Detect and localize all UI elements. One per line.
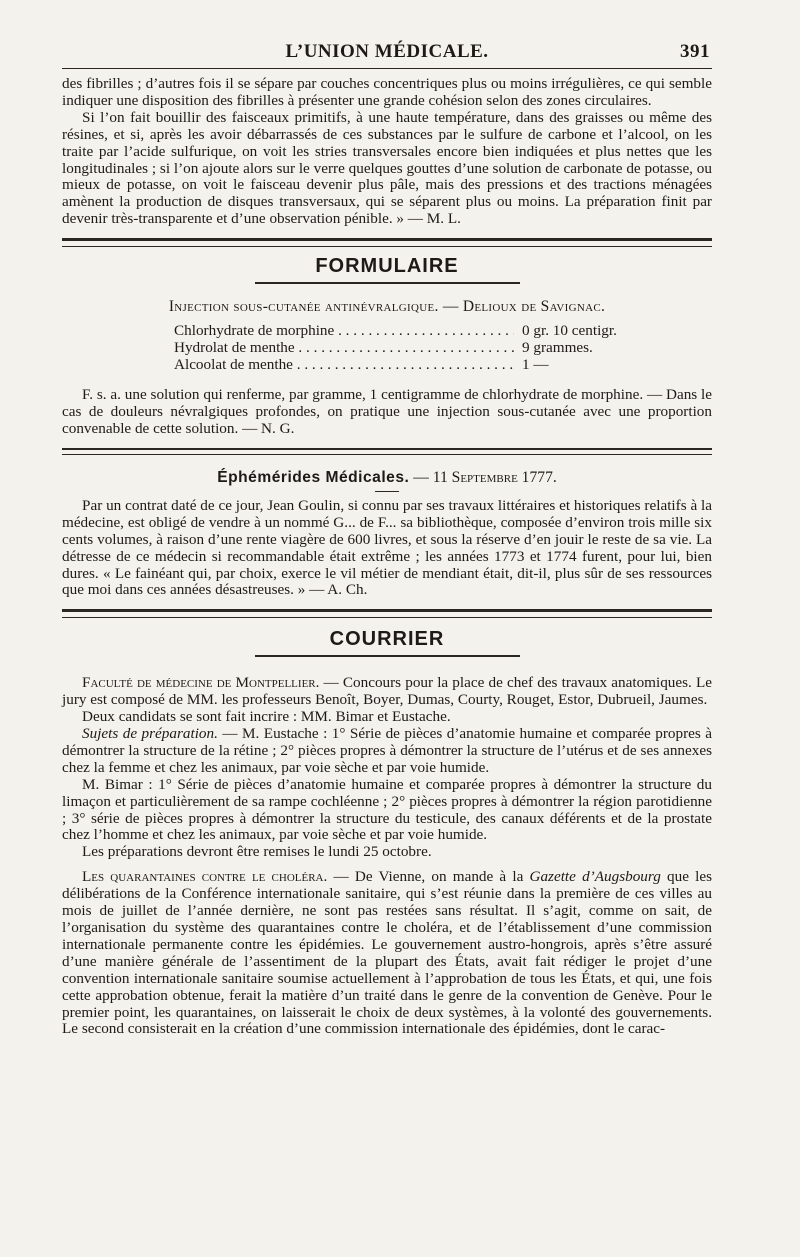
heading-underline [255, 282, 520, 284]
journal-title: L’UNION MÉDICALE. [285, 41, 489, 62]
courrier-lead: Faculté de médecine de Montpellier. [82, 674, 320, 692]
formulaire-heading: FORMULAIRE [315, 255, 459, 278]
courrier-paragraph-4: M. Bimar : 1° Série de pièces d’anatomie humaine et comparée propres à démontrer la structure du limaçon et particulièrement de sa rampe cochléenne ; 2° pièces propres à démontrer la région parotidienne ; 3° série de pièces propres à démontrer la structure du testicule, des canaux déférents et de la prostate chez l’homme et chez les animaux, par voie sèche et par voie humide. [62, 775, 712, 844]
courrier-paragraph-3 [62, 726, 712, 777]
recipe-author: Delioux de Savignac. [462, 298, 606, 316]
courrier-paragraph-2: Deux candidats se sont fait incrire : MM. Bimar et Eustache. [82, 708, 451, 726]
recipe-title [62, 298, 712, 316]
newspaper-name: Gazette d’Augsbourg [529, 868, 661, 886]
ingredient-row [174, 322, 712, 339]
courrier-heading: COURRIER [329, 628, 445, 651]
ingredient-quantity: 0 gr. 10 centigr. [522, 322, 617, 340]
recipe-name: Injection sous-cutanée antinévralgique. [168, 298, 439, 316]
ephemerides-title: Éphémérides Médicales. [217, 468, 410, 486]
intro-paragraph-2: Si l’on fait bouillir des faisceaux primitifs, à une haute température, dans des graisses ou même des résines, et si, après les avoir débarrassés de ces substances par le sulfure de carbone et l’alcool, on les traite par l’acide sulfurique, on voit les stries transversales encore bien indiquées et plus nettes que les longitudinales ; si l’on ajoute alors sur le verre quelques gouttes d’une solution de carbonate de potasse, ou mieux de potasse, on voit le faisceau devenir plus pâle, mais des pressions et des tractions ménagées amènent la production de disques transversaux, qui se séparent plus ou moins. La préparation finit par devenir très-transparente et d’une observation pénible. » — M. L. [62, 108, 712, 228]
ephemerides-heading [62, 469, 712, 487]
courrier-lead: Sujets de préparation. [82, 725, 218, 743]
ingredient-row [174, 339, 712, 356]
courrier-body: — M. Eustache : 1° Série de pièces d’anatomie humaine et comparée propres à démontrer la structure de la rétine ; 2° pièces propres à démontrer la structure de l’utérus et de ses annexes chez la femme et chez les animaux, par voie sèche et par voie humide. [62, 725, 712, 776]
ephemerides-text: Par un contrat daté de ce jour, Jean Goulin, si connu par ses travaux littéraires et historiques relatifs à la médecine, est obligé de vendre à un nommé G... de F... sa bibliothèque, composée d’environ trois mille six cents volumes, à raison d’une rente viagère de 600 livres, et sous la réserve d’en jouir le reste de sa vie. La détresse de ce médecin si recommandable était extrême ; les années 1773 et 1774 furent, pour lui, bien dures. « Le fainéant qui, par choix, exerce le vil métier de mendiant était, dit-il, plus sûr de ses ressources que moi dans ces années désastreuses. » — A. Ch. [62, 496, 712, 599]
intro-paragraph-1: des fibrilles ; d’autres fois il se sépare par couches concentriques plus ou moins irrégulières, ce qui semble indiquer une disposition des fibrilles à présenter une grande cohésion selon des zones circulaires. [62, 75, 712, 109]
page-content [62, 36, 712, 1038]
section-divider [62, 448, 712, 455]
ingredient-quantity: 1 — [522, 356, 549, 374]
courrier-body: que les délibérations de la Conférence internationale sanitaire, qui s’est réunie dans la première de ces villes au mois de juillet de l’année dernière, ne sont pas restées sans résultat. Il s’agit, comme on sait, de l’organisation du système des quarantaines contre le choléra, et de l’établissement d’une commission internationale permanente contre les épidémies. Le gouvernement austro-hongrois, après s’être assuré d’une manière générale de l’assentiment de la plupart des États, avait fait rédiger le projet d’une convention internationale sanitaire soumise actuellement à l’approbation de tous les États, et qui, une fois cette approbation obtenue, ferait la matière d’un traité dans le genre de la convention de Genève. Pour le premier point, les quarantaines, on laisserait le choix de deux systèmes, à la volonté des gouvernements. Le second consisterait en la création d’une commission internationale des épidémies, dont le carac- [62, 868, 712, 1038]
courrier-body: — De Vienne, on mande à la [327, 868, 530, 886]
section-divider [62, 238, 712, 247]
ingredient-name: Alcoolat de menthe . . . [174, 356, 514, 373]
recipe-separator: — [438, 298, 463, 316]
ingredient-quantity: 9 grammes. [522, 339, 593, 357]
section-divider [62, 609, 712, 618]
courrier-paragraph-5: Les préparations devront être remises le lundi 25 octobre. [82, 843, 432, 861]
courrier-body: — Concours pour la place de chef des travaux anatomiques. Le jury est composé de MM. les professeurs Benoît, Boyer, Dumas, Courty, Rouget, Estor, Dubrueil, Jaumes. [62, 674, 712, 709]
short-rule [375, 491, 399, 492]
page-number: 391 [680, 41, 710, 62]
ingredient-name: Hydrolat de menthe . . . [174, 339, 514, 356]
courrier-paragraph-6 [62, 869, 712, 1038]
courrier-lead: Les quarantaines contre le choléra. [82, 868, 328, 886]
recipe-instructions: F. s. a. une solution qui renferme, par gramme, 1 centigramme de chlorhydrate de morphine. — Dans le cas de douleurs névralgiques profondes, on pratique une injection sous-cutanée avec une proportion convenable de cette solution. — N. G. [62, 386, 712, 437]
ephemerides-date: — 11 Septembre 1777. [409, 468, 557, 486]
running-header [62, 36, 712, 69]
recipe-ingredients [174, 322, 712, 373]
ingredient-name: Chlorhydrate de morphine . . . [174, 322, 514, 339]
courrier-paragraph-1 [62, 675, 712, 709]
ingredient-row [174, 356, 712, 373]
